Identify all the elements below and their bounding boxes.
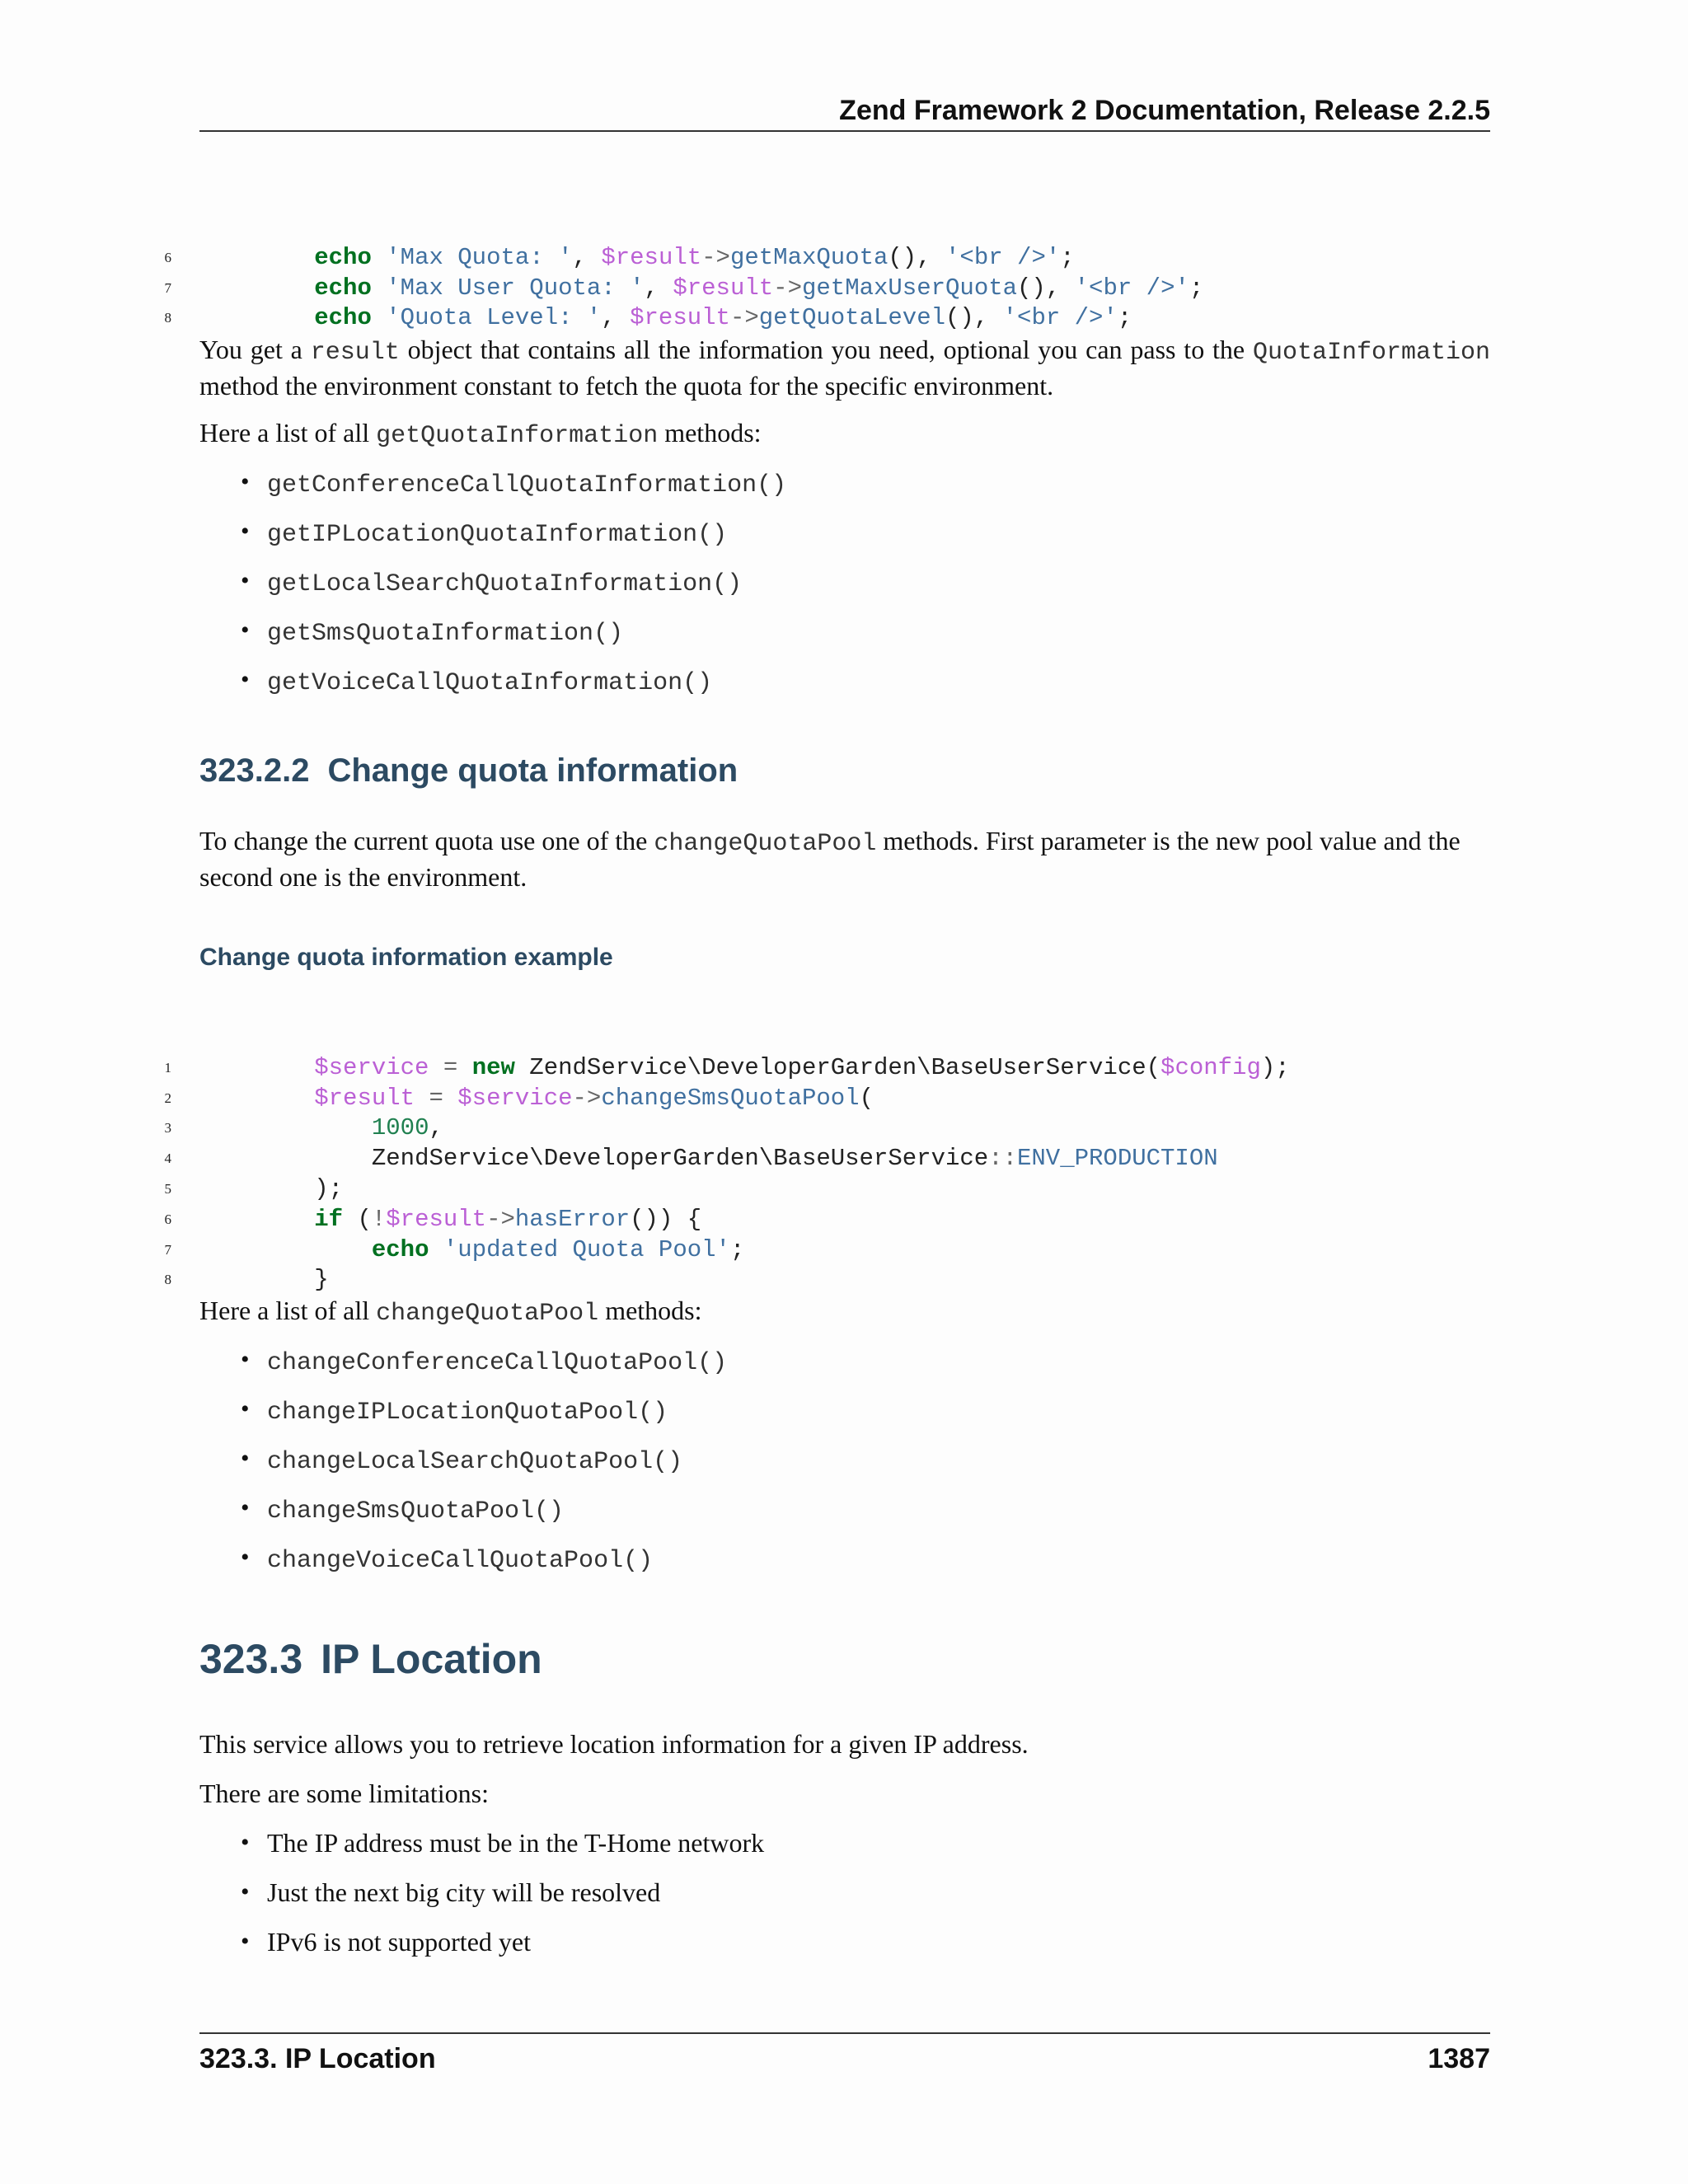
paragraph-change-list-intro: Here a list of all changeQuotaPool methods: (199, 1296, 702, 1328)
list-item: • getSmsQuotaInformation() (241, 614, 1477, 663)
page-number: 1387 (1428, 2043, 1490, 2074)
line-number: 7 (164, 279, 171, 296)
variable: $result (673, 274, 774, 302)
section-title: Change quota information (327, 752, 738, 789)
get-quota-methods-list (241, 466, 1477, 713)
line-number: 5 (164, 1180, 171, 1197)
section-heading-ip-location (199, 1634, 542, 1684)
list-item: • Just the next big city will be resolved (241, 1876, 1477, 1925)
list-item: • changeSmsQuotaPool() (241, 1492, 1477, 1541)
inline-code: getQuotaInformation (376, 422, 659, 450)
code-line: 2 $result = $service->changeSmsQuotaPool( (199, 1053, 1490, 1084)
variable: $result (630, 304, 730, 332)
method-name: getQuotaLevel (758, 304, 946, 332)
line-number: 1 (164, 1059, 171, 1076)
list-item: • changeIPLocationQuotaPool() (241, 1393, 1477, 1442)
code-line: 6 echo 'Max Quota: ', $result->getMaxQuota(), '<br />'; (199, 213, 1490, 243)
example-heading: Change quota information example (199, 944, 613, 971)
line-number: 6 (164, 1211, 171, 1227)
list-item: • getIPLocationQuotaInformation() (241, 515, 1477, 565)
paragraph-limitations: There are some limitations: (199, 1779, 489, 1808)
line-number: 8 (164, 1272, 171, 1288)
list-item: • changeVoiceCallQuotaPool() (241, 1541, 1477, 1591)
running-header: Zend Framework 2 Documentation, Release 2.2.5 (199, 91, 1490, 132)
code-block-quota-output (164, 213, 1490, 332)
inline-code: changeQuotaPool (376, 1300, 599, 1328)
section-title: IP Location (321, 1636, 542, 1682)
paragraph-list-intro: Here a list of all getQuotaInformation methods: (199, 418, 762, 450)
running-footer (199, 2032, 1490, 2083)
code-line: 6 if (!$result->hasError()) { (199, 1174, 1490, 1205)
section-number: 323.3 (199, 1636, 303, 1682)
list-item: • getVoiceCallQuotaInformation() (241, 663, 1477, 713)
inline-code: changeQuotaPool (654, 830, 877, 858)
line-number: 4 (164, 1151, 171, 1167)
line-number: 3 (164, 1120, 171, 1137)
section-heading-change-quota (199, 750, 738, 791)
list-item: • getConferenceCallQuotaInformation() (241, 466, 1477, 515)
code-line: 1 $service = new ZendService\DeveloperGarden\BaseUserService($config); (199, 1023, 1490, 1053)
keyword: echo (314, 274, 372, 302)
list-item: • changeConferenceCallQuotaPool() (241, 1343, 1477, 1393)
section-number: 323.2.2 (199, 752, 310, 789)
code-line: 7 echo 'Max User Quota: ', $result->getMaxUserQuota(), '<br />'; (199, 243, 1490, 274)
list-item: • getLocalSearchQuotaInformation() (241, 565, 1477, 614)
line-number: 2 (164, 1090, 171, 1106)
code-line: 3 1000, (199, 1084, 1490, 1114)
change-quota-methods-list (241, 1343, 1477, 1591)
method-name: getMaxUserQuota (801, 274, 1018, 302)
list-item: • changeLocalSearchQuotaPool() (241, 1442, 1477, 1492)
method-name: getMaxQuota (729, 243, 889, 271)
line-number: 8 (164, 310, 171, 326)
string-literal: 'Max User Quota: ' (386, 274, 645, 302)
inline-code: QuotaInformation (1252, 339, 1491, 367)
paragraph-ip-intro: This service allows you to retrieve location information for a given IP address. (199, 1729, 1029, 1759)
inline-code: result (310, 339, 400, 367)
line-number: 6 (164, 249, 171, 265)
string-literal: 'Max Quota: ' (386, 243, 573, 271)
paragraph-result-object: You get a result object that contains all the information you need, optional you can pass to the QuotaInformation method the environment constant to fetch the quota for the specific environment. (199, 335, 1491, 401)
list-item: • The IP address must be in the T-Home network (241, 1826, 1477, 1876)
limitations-list (241, 1826, 1477, 1975)
string-literal: 'Quota Level: ' (386, 304, 602, 332)
line-number: 7 (164, 1241, 171, 1258)
variable: $result (601, 243, 702, 271)
code-line: 7 echo 'updated Quota Pool'; (199, 1205, 1490, 1235)
code-block-change-quota-example (164, 1023, 1490, 1294)
code-line: 8 } (199, 1235, 1490, 1266)
paragraph-change-quota: To change the current quota use one of the changeQuotaPool methods. First parameter is the new pool value and the second one is the environment. (199, 826, 1461, 892)
footer-section: 323.3. IP Location (199, 2043, 436, 2074)
keyword: echo (314, 243, 372, 271)
list-item: • IPv6 is not supported yet (241, 1925, 1477, 1975)
code-line: 4 ZendService\DeveloperGarden\BaseUserService::ENV_PRODUCTION (199, 1113, 1490, 1144)
code-line: 5 ); (199, 1144, 1490, 1174)
code-line: 8 echo 'Quota Level: ', $result->getQuotaLevel(), '<br />'; (199, 274, 1490, 304)
keyword: echo (314, 304, 372, 332)
